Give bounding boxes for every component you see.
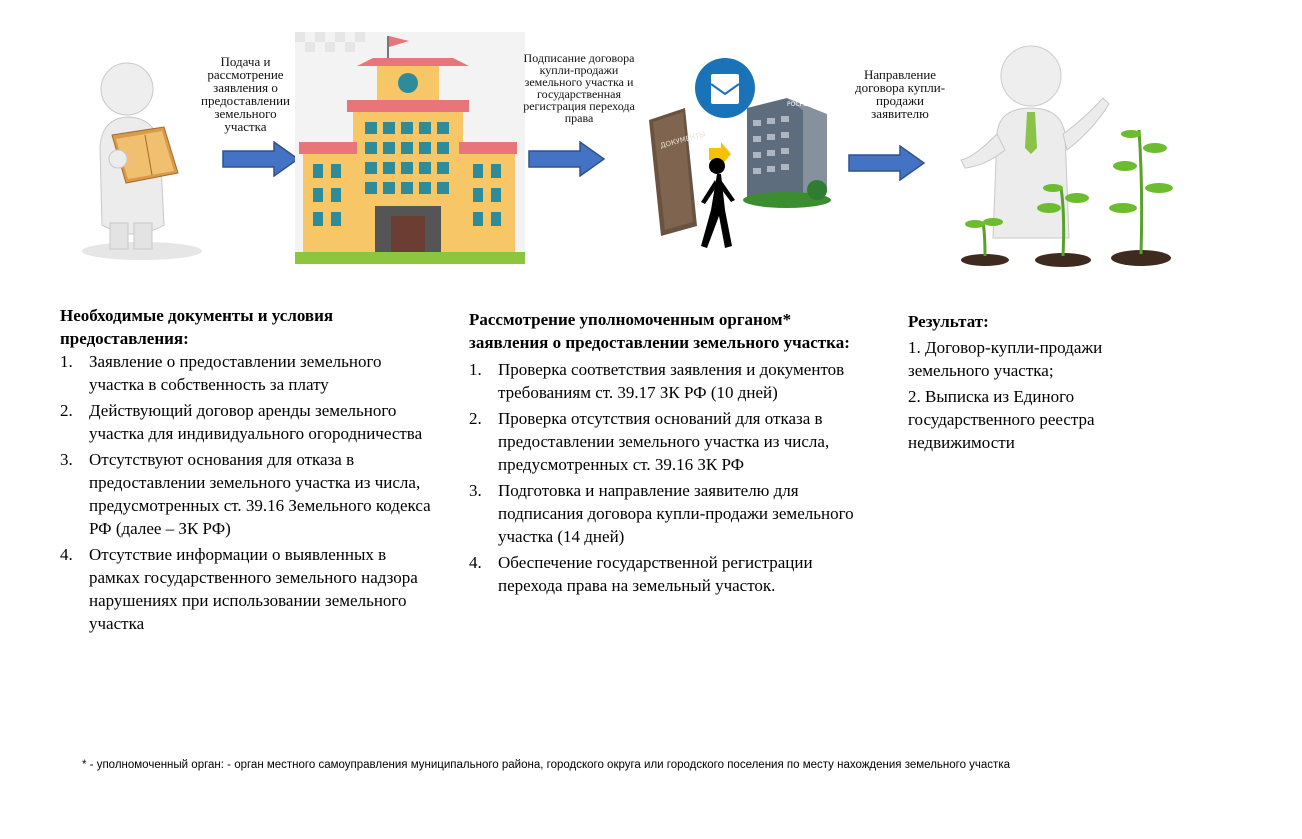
- list-number: 2.: [60, 401, 73, 420]
- result-column: [908, 310, 1148, 457]
- flow-arrow-1: [222, 141, 300, 177]
- building-sign: РОСРЕЕСТР: [787, 101, 823, 108]
- list-text: Обеспечение государственной регистрации перехода права на земельный участок.: [498, 553, 813, 595]
- list-text: Действующий договор аренды земельного участка для индивидуального огородничества: [89, 401, 423, 443]
- middle-column-title: Рассмотрение уполномоченным органом* заявления о предоставлении земельного участка:: [469, 310, 850, 352]
- list-text: Отсутствие информации о выявленных в рамках государственного земельного надзора нарушениях при использовании земельного участка: [89, 545, 418, 633]
- left-list: [60, 350, 440, 635]
- list-item: [469, 479, 861, 548]
- list-item: [60, 399, 440, 445]
- list-text: Заявление о предоставлении земельного участка в собственность за плату: [89, 352, 382, 394]
- flow-step1-label: Подача и рассмотрение заявления о предоставлении земельного участка: [201, 54, 290, 134]
- government-building-illustration: [295, 32, 525, 264]
- list-item: [60, 543, 440, 635]
- flow-arrow-3: [848, 145, 926, 181]
- list-number: 1.: [60, 352, 73, 371]
- result-item: 1. Договор-купли-продажи земельного участка;: [908, 338, 1103, 380]
- left-column-title: Необходимые документы и условия предоставления:: [60, 306, 334, 348]
- person-with-seedlings-illustration: [955, 38, 1195, 270]
- list-number: 1.: [469, 360, 482, 379]
- list-item: [60, 448, 440, 540]
- list-number: 2.: [469, 409, 482, 428]
- flow-arrow-2: [528, 141, 606, 177]
- list-item: [60, 350, 440, 396]
- result-item: 2. Выписка из Единого государственного реестра недвижимости: [908, 387, 1095, 452]
- result-column-title: Результат:: [908, 312, 989, 331]
- flow-step2-label: Подписание договора купли-продажи земельного участка и государственная регистрация перехода права: [523, 51, 635, 125]
- list-text: Подготовка и направление заявителю для подписания договора купли-продажи земельного участка (14 дней): [498, 481, 854, 546]
- list-number: 4.: [469, 553, 482, 572]
- documents-folder-label: ДОКУМЕНТЫ: [659, 130, 707, 150]
- list-item: [469, 358, 861, 404]
- list-item: [469, 407, 861, 476]
- flow-step3-label: Направление договора купли-продажи заявителю: [854, 67, 946, 121]
- footnote: * - уполномоченный орган: - орган местного самоуправления муниципального района, городского округа или городского поселения по месту нахождения земельного участка: [82, 759, 1011, 771]
- list-text: Проверка отсутствия оснований для отказа в предоставлении земельного участка из числа, предусмотренных ст. 39.16 ЗК РФ: [498, 409, 830, 474]
- list-number: 3.: [469, 481, 482, 500]
- list-number: 4.: [60, 545, 73, 564]
- registration-illustration: [637, 50, 837, 262]
- left-column: [60, 304, 440, 638]
- list-text: Проверка соответствия заявления и документов требованиям ст. 39.17 ЗК РФ (10 дней): [498, 360, 845, 402]
- list-number: 3.: [60, 450, 73, 469]
- middle-column: [469, 308, 861, 600]
- list-item: [469, 551, 861, 597]
- middle-list: [469, 358, 861, 597]
- list-text: Отсутствуют основания для отказа в предоставлении земельного участка из числа, предусмотренных ст. 39.16 Земельного кодекса РФ (далее – ЗК РФ): [89, 450, 431, 538]
